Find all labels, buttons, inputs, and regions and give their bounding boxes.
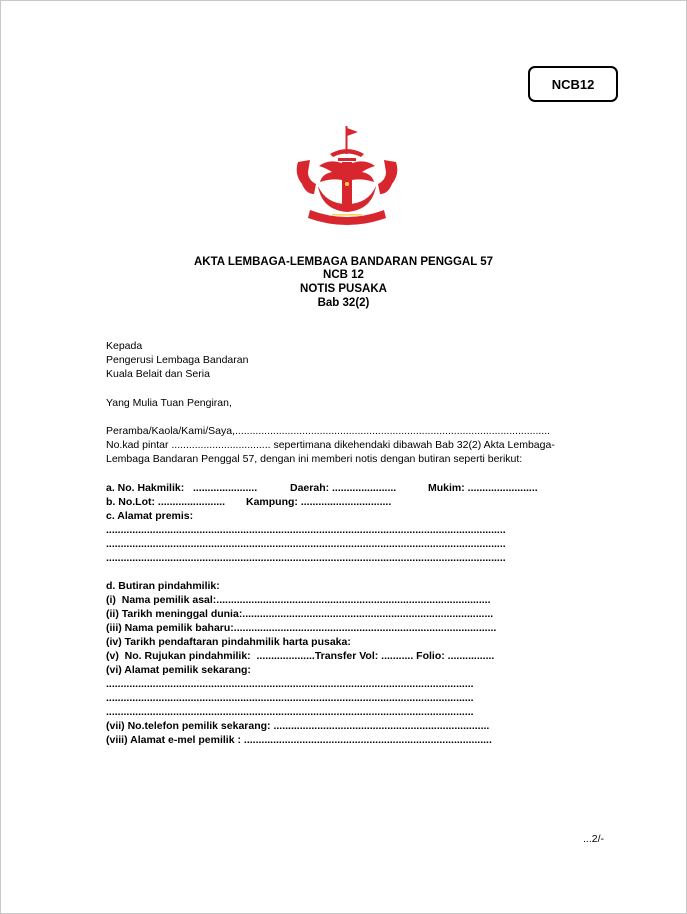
chapter-reference: Bab 32(2) [317,297,370,309]
current-owner-address-line1[interactable]: .............................................................................................................................. [106,678,474,690]
notice-title: NOTIS PUSAKA [300,283,387,295]
intro-text: Lembaga Bandaran Penggal 57, dengan ini memberi notis dengan butiran seperti berikut: [106,453,523,465]
phone-field[interactable]: (vii) No.telefon pemilik sekarang: .......................................................................... [106,720,490,732]
form-code: NCB12 [551,76,595,92]
act-title: AKTA LEMBAGA-LEMBAGA BANDARAN PENGGAL 57 [194,256,493,268]
registration-date-label: (iv) Tarikh pendaftaran pindahmilik harta pusaka: [106,636,351,648]
premise-address-line2[interactable]: ......................................................................................................................................... [106,538,506,550]
applicant-name-field[interactable]: Peramba/Kaola/Kami/Saya,............................................................................................................ [106,425,551,437]
recipient-line2: Kuala Belait dan Seria [106,368,210,380]
premise-address-line1[interactable]: ......................................................................................................................................... [106,524,506,536]
page-continuation: ...2/- [583,833,605,845]
mukim-field[interactable]: Mukim: ........................ [428,482,538,494]
recipient-to: Kepada [106,340,143,352]
current-owner-address-label: (vi) Alamat pemilik sekarang: [106,664,251,676]
premise-address-label: c. Alamat premis: [106,510,194,522]
recipient-line1: Pengerusi Lembaga Bandaran [106,354,249,366]
hakmilik-field[interactable]: a. No. Hakmilik: ...................... [106,482,258,494]
salutation: Yang Mulia Tuan Pengiran, [106,397,232,409]
form-number: NCB 12 [323,269,364,281]
premise-address-line3[interactable]: ......................................................................................................................................... [106,552,506,564]
transfer-details-label: d. Butiran pindahmilik: [106,580,220,592]
ic-number-field[interactable]: No.kad pintar .................................. sepertimana dikehendaki dibawah Bab 32(2) Akta Lembaga- [106,439,555,451]
date-of-death-field[interactable]: (ii) Tarikh meninggal dunia:...................................................................................... [106,608,494,620]
brunei-crest-icon [292,124,402,226]
new-owner-field[interactable]: (iii) Nama pemilik baharu:.......................................................................................... [106,622,497,634]
form-code-badge [528,66,618,102]
current-owner-address-line2[interactable]: .............................................................................................................................. [106,692,474,704]
original-owner-field[interactable]: (i) Nama pemilik asal:.............................................................................................. [106,594,491,606]
current-owner-address-line3[interactable]: .............................................................................................................................. [106,706,474,718]
email-field[interactable]: (viii) Alamat e-mel pemilik : ..................................................................................... [106,734,492,746]
lot-field[interactable]: b. No.Lot: ....................... [106,496,225,508]
kampung-field[interactable]: Kampung: ............................... [246,496,392,508]
daerah-field[interactable]: Daerah: ...................... [290,482,397,494]
transfer-reference-field[interactable]: (v) No. Rujukan pindahmilik: ....................Transfer Vol: ........... Folio: ................ [106,650,495,662]
